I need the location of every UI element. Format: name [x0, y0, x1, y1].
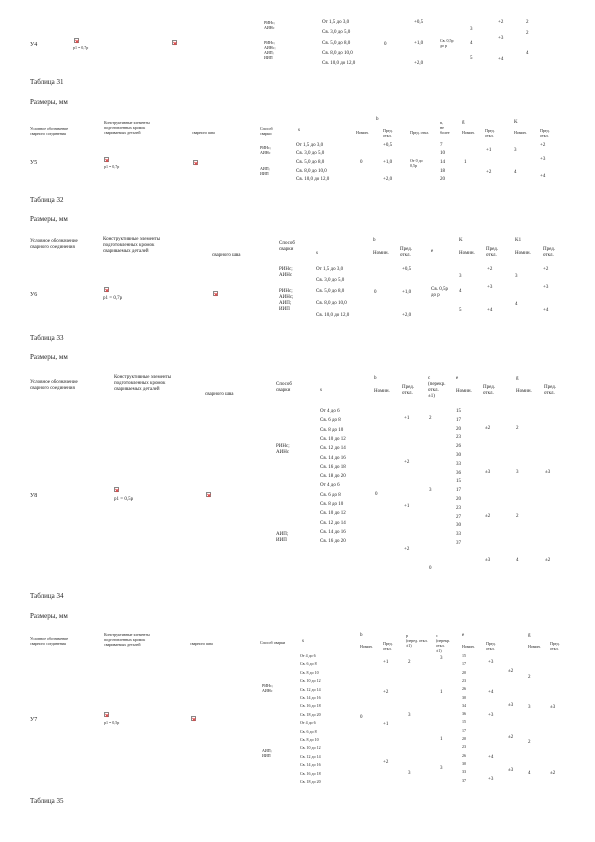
- t34-h-method: Способ сварки: [260, 640, 286, 645]
- t34-e-dev: +4: [488, 755, 494, 760]
- t33-h-edev: Пред. откл.: [483, 385, 496, 396]
- table-31-subtitle: Размеры, мм: [30, 98, 68, 106]
- t34-e: 34: [462, 702, 466, 708]
- t32-h-e: e: [431, 249, 434, 254]
- t33-row: Св. 8 до 10: [320, 502, 344, 507]
- t31-h-constr: Конструктивные элементы подготовленных кромок свариваемых деталей: [104, 120, 150, 135]
- t33-h-gnom: Номин.: [516, 389, 532, 394]
- t32-h-method: Способ сварки: [279, 241, 295, 252]
- t33-h-c: c (перекр. откл. ±1): [428, 376, 446, 399]
- t34-row: От 4 до 6: [300, 653, 316, 658]
- t33-e: 17: [456, 417, 461, 423]
- t32-k1-dev: +3: [543, 285, 549, 290]
- t31-g-dev: +1: [486, 148, 492, 153]
- t0-row: Св. 5,0 до 8,0: [322, 41, 351, 46]
- t33-b-dev: +2: [404, 460, 410, 465]
- t34-e: 23: [462, 677, 466, 683]
- t32-h-bdev: Пред. откл.: [400, 247, 413, 258]
- t33-pos: У8: [30, 493, 38, 499]
- t31-method-2: АИП; ИИП: [260, 166, 270, 176]
- t32-b-nom: 0: [374, 290, 377, 295]
- t32-h-cond: Условное обозначение сварного соединения: [30, 239, 78, 250]
- t34-p: 3: [408, 771, 411, 776]
- t31-n: 18: [440, 169, 445, 174]
- t33-e: 23: [456, 505, 461, 511]
- t31-b-dev: +1,0: [383, 160, 393, 165]
- t34-g: ±2: [508, 669, 514, 674]
- t0-pos: У4: [30, 42, 38, 48]
- t33-row: Св. 12 до 14: [320, 446, 346, 452]
- t0-b-dev: +1,0: [414, 41, 424, 46]
- t33-e: 17: [456, 488, 461, 494]
- t33-e-dev: ±2: [485, 514, 491, 519]
- t34-gnom: 2: [528, 740, 531, 745]
- t33-row: Св. 16 до 20: [320, 539, 346, 545]
- t31-row: От 1,5 до 3,0: [296, 143, 324, 148]
- t34-c: 3: [440, 656, 443, 661]
- t31-n: 7: [440, 143, 443, 148]
- t32-k-dev: +4: [487, 308, 493, 313]
- t33-h-bnom: Номин.: [374, 389, 390, 394]
- t33-h-enom: Номин.: [456, 389, 472, 394]
- t32-k: 5: [459, 308, 462, 313]
- table-34-subtitle: Размеры, мм: [30, 612, 68, 620]
- t0-b-nom: 0: [384, 42, 387, 47]
- t34-gnom: 3: [528, 705, 531, 710]
- t0-row: Св. 10,0 до 12,0: [322, 61, 356, 66]
- t34-e: 20: [462, 736, 466, 741]
- t31-h-kdev: Пред. откл.: [540, 128, 550, 138]
- t31-h-k: K: [514, 120, 518, 125]
- t33-e: 37: [456, 541, 461, 546]
- t33-g: 4: [516, 558, 519, 563]
- t33-g-dev: ±3: [545, 470, 551, 475]
- t31-k: 4: [514, 170, 517, 175]
- t34-row: Св. 6 до 8: [300, 661, 317, 667]
- t33-e: 30: [456, 523, 461, 529]
- t0-g: 3: [470, 27, 473, 32]
- table-34-title: Таблица 34: [30, 592, 64, 600]
- t34-e: 26: [462, 752, 466, 758]
- t33-h-constr: Конструктивные элементы подготовленных кромок свариваемых деталей: [114, 375, 172, 392]
- table-32-title: Таблица 32: [30, 196, 64, 204]
- t33-row: Св. 10 до 12: [320, 436, 346, 442]
- t34-h-e: e: [462, 633, 465, 638]
- t33-e: 15: [456, 409, 461, 414]
- t33-h-g: g: [516, 376, 519, 381]
- t33-e: 20: [456, 426, 461, 432]
- t34-h-cond: Условное обозначение сварного соединения: [30, 636, 69, 646]
- t32-h-constr: Конструктивные элементы подготовленных кромок свариваемых деталей: [103, 237, 161, 254]
- t32-b-dev: +2,0: [402, 313, 412, 318]
- t34-e: 30: [462, 694, 466, 700]
- t33-c: 2: [429, 416, 432, 421]
- t33-e: 26: [456, 444, 461, 450]
- t31-row: Св. 8,0 до 10,0: [296, 169, 327, 174]
- t34-row: Св. 16 до 18: [300, 703, 321, 709]
- t34-h-g: g: [528, 633, 531, 638]
- t0-method-1: РИНс; АИНс: [264, 20, 275, 30]
- t32-h-k1nom: Номин.: [515, 251, 531, 256]
- t34-e: 15: [462, 719, 466, 725]
- t32-h-knom: Номин.: [459, 251, 475, 256]
- t33-e: 33: [456, 532, 461, 538]
- t31-g: 1: [464, 160, 467, 165]
- t34-gdev: ±2: [550, 771, 556, 776]
- image-placeholder-icon: [104, 157, 109, 162]
- t31-method-1: РИНс; АИНс: [260, 145, 271, 155]
- t33-e-dev: ±3: [485, 558, 491, 563]
- t0-k-dev: +4: [498, 57, 504, 62]
- t33-g: 2: [516, 426, 519, 431]
- t34-g: ±3: [508, 703, 514, 708]
- t34-e: 17: [462, 661, 466, 667]
- image-placeholder-icon: [114, 487, 119, 492]
- t31-h-nom: Номин.: [356, 130, 369, 135]
- t31-h-n2: n, не более: [440, 120, 450, 135]
- t34-row: Св. 14 до 16: [300, 695, 321, 700]
- t32-b-dev: +0,5: [402, 267, 412, 272]
- t32-h-bnom: Номин.: [373, 251, 389, 256]
- table-32-subtitle: Размеры, мм: [30, 215, 68, 223]
- t31-g-dev: +2: [486, 170, 492, 175]
- t0-k: 4: [526, 51, 529, 56]
- image-placeholder-icon: [193, 160, 198, 165]
- t34-h-enom: Номин.: [462, 644, 475, 649]
- image-placeholder-icon: [206, 492, 211, 497]
- t32-h-kdev: Пред. откл.: [486, 247, 499, 258]
- t31-h-method: Способ сварки: [260, 126, 273, 136]
- t34-h-c: c (перекр. откл. ±1): [436, 633, 450, 653]
- t0-k: 2: [526, 31, 529, 36]
- t31-row: Св. 3,0 до 5,0: [296, 151, 325, 156]
- t31-h-g: g: [462, 120, 465, 125]
- t32-k1-dev: +2: [543, 267, 549, 272]
- t34-row: Св. 8 до 10: [300, 737, 319, 742]
- t0-method-2: РИНс; АИНс; АИП; ИИП: [264, 40, 276, 60]
- t33-row: От 4 до 6: [320, 409, 340, 414]
- table-33-title: Таблица 33: [30, 334, 64, 342]
- t0-k: 2: [526, 20, 529, 25]
- t31-k-dev: +3: [540, 157, 546, 162]
- t34-c: 1: [440, 690, 443, 695]
- t34-e: 36: [462, 711, 466, 717]
- t33-h-s: s: [320, 388, 322, 393]
- t0-formula: p1 = 0,7p: [73, 45, 89, 50]
- t32-k-dev: +2: [487, 267, 493, 272]
- t0-k-dev: +2: [498, 20, 504, 25]
- t33-row: Св. 18 до 20: [320, 474, 346, 480]
- t32-formula: p1 = 0,7p: [103, 296, 123, 301]
- t34-row: Св. 18 до 20: [300, 779, 321, 784]
- t32-k: 4: [459, 289, 462, 294]
- t33-e-dev: ±3: [485, 470, 491, 475]
- t32-h-seam: сварного шва: [212, 253, 241, 258]
- t32-method-1: РИНс; АИНс: [279, 267, 293, 278]
- t33-row: От 4 до 6: [320, 483, 340, 489]
- t31-k: 3: [514, 148, 517, 153]
- t31-n: 10: [440, 151, 445, 156]
- t32-k1: 4: [515, 302, 518, 307]
- t33-e: 23: [456, 435, 461, 441]
- t33-b-dev: +1: [404, 504, 410, 509]
- t31-h-cond: Условное обозначение сварного соединения: [30, 126, 69, 136]
- t31-k-dev: +4: [540, 174, 546, 179]
- t33-h-e: e: [456, 376, 459, 381]
- t34-row: Св. 16 до 18: [300, 770, 321, 776]
- t33-e: 20: [456, 497, 461, 502]
- t33-h-b: b: [374, 376, 377, 381]
- table-33-subtitle: Размеры, мм: [30, 353, 68, 361]
- t33-method-2: АИП; ИИП: [276, 532, 289, 543]
- t33-row: Св. 6 до 8: [320, 418, 341, 424]
- image-placeholder-icon: [104, 712, 109, 717]
- t34-e: 37: [462, 777, 466, 783]
- t34-e: 33: [462, 769, 466, 775]
- t34-pos: У7: [30, 717, 38, 723]
- t32-k1-dev: +4: [543, 308, 549, 313]
- t34-h-p: p (перед. откл. ±1): [406, 633, 428, 648]
- t33-h-method: Способ сварки: [276, 382, 292, 393]
- t33-row: Св. 10 до 12: [320, 511, 346, 517]
- t31-pos: У5: [30, 160, 38, 166]
- t31-row: Св. 10,0 до 12,0: [296, 177, 330, 182]
- t34-p: 3: [408, 713, 411, 718]
- t33-e-dev: ±2: [485, 426, 491, 431]
- t31-h-gnom: Номин.: [462, 130, 475, 135]
- t34-row: Св. 12 до 14: [300, 686, 321, 692]
- t34-b-dev: +2: [383, 760, 389, 765]
- t31-h-b: b: [376, 117, 379, 122]
- t33-h-cond: Условное обозначение сварного соединения: [30, 380, 78, 391]
- t34-h-bnom: Номин.: [360, 644, 373, 649]
- t33-formula: p1 = 0,5p: [114, 497, 134, 502]
- t33-e: 15: [456, 479, 461, 485]
- t34-b-dev: +2: [383, 690, 389, 695]
- t34-row: Св. 14 до 16: [300, 762, 321, 768]
- t34-e: 17: [462, 727, 466, 733]
- t0-row: Св. 8,0 до 10,0: [322, 51, 353, 56]
- table-35-title: Таблица 35: [30, 797, 64, 805]
- t31-formula: p1 = 0,7p: [104, 164, 120, 169]
- t33-c: 0: [429, 566, 432, 571]
- t34-e: 26: [462, 686, 466, 692]
- t31-n: 20: [440, 177, 445, 182]
- t34-c: 3: [440, 766, 443, 771]
- t31-b-dev: +2,0: [383, 177, 393, 182]
- t33-g-dev: ±2: [545, 558, 551, 563]
- t34-method-1: РИНс; АИНс: [262, 683, 273, 693]
- t34-row: Св. 8 до 10: [300, 669, 319, 675]
- t34-b-nom: 0: [360, 715, 363, 720]
- t33-b-dev: +1: [404, 416, 410, 421]
- t0-g: 4: [470, 41, 473, 46]
- t34-h-gdev: Пред. откл.: [550, 641, 560, 651]
- t33-h-seam: сварного шва: [205, 392, 234, 397]
- t33-g: 3: [516, 470, 519, 475]
- t33-c: 3: [429, 488, 432, 493]
- t0-b-dev: +0,5: [414, 20, 424, 25]
- t33-row: Св. 16 до 18: [320, 464, 346, 470]
- t33-b-dev: +2: [404, 547, 410, 552]
- t33-g: 2: [516, 514, 519, 519]
- t33-e: 27: [456, 514, 461, 520]
- t33-row: Св. 14 до 16: [320, 529, 346, 535]
- t34-h-gnom: Номин.: [528, 644, 541, 649]
- t31-h-seam: сварного шва: [192, 130, 215, 135]
- t31-b-nom: 0: [360, 160, 363, 165]
- image-placeholder-icon: [213, 291, 218, 296]
- table-31-title: Таблица 31: [30, 78, 64, 86]
- t31-h-n: Пред. откл.: [410, 130, 430, 135]
- t34-gnom: 4: [528, 771, 531, 776]
- t0-g: 5: [470, 56, 473, 61]
- t34-h-seam: сварного шва: [190, 641, 213, 646]
- t32-row: Св. 3,0 до 5,0: [316, 278, 345, 283]
- t34-h-bdev: Пред. откл.: [383, 641, 393, 651]
- t34-gdev: ±3: [550, 705, 556, 710]
- image-placeholder-icon: [191, 716, 196, 721]
- t32-b-dev: +1,0: [402, 290, 412, 295]
- t34-row: Св. 10 до 12: [300, 745, 321, 751]
- t33-row: Св. 6 до 8: [320, 492, 341, 498]
- t34-e-dev: +3: [488, 713, 494, 718]
- t31-h-knom: Номин.: [514, 130, 527, 135]
- t32-k-dev: +3: [487, 285, 493, 290]
- t34-e-dev: +3: [488, 660, 494, 665]
- t33-e: 30: [456, 453, 461, 458]
- t34-g: ±2: [508, 735, 514, 740]
- t34-g: ±3: [508, 768, 514, 773]
- t34-e: 23: [462, 744, 466, 750]
- t33-row: Св. 12 до 14: [320, 520, 346, 526]
- t33-row: Св. 14 до 16: [320, 455, 346, 461]
- t0-row: Св. 3,0 до 5,0: [322, 30, 351, 35]
- t34-row: От 4 до 6: [300, 720, 316, 726]
- t34-e-dev: +3: [488, 777, 494, 782]
- t34-h-s: s: [302, 639, 304, 644]
- t33-method-1: РИНс; АИНс: [276, 444, 290, 455]
- t34-h-constr: Конструктивные элементы подготовленных кромок свариваемых деталей: [104, 632, 150, 647]
- t32-method-2: РИНс; АИНс; АИП; ИИП: [279, 289, 294, 312]
- t32-k: 3: [459, 274, 462, 279]
- t34-gnom: 2: [528, 675, 531, 680]
- t34-p: 2: [408, 660, 411, 665]
- t0-b-dev: +2,0: [414, 61, 424, 66]
- t33-row: Св. 8 до 10: [320, 427, 344, 433]
- t33-h-gdev: Пред. откл.: [544, 385, 557, 396]
- t32-e: Св. 0,5р до р: [431, 287, 448, 298]
- t33-b-nom: 0: [375, 492, 378, 497]
- t31-e: От 0 до 0,5р: [410, 158, 423, 168]
- t34-e: 20: [462, 669, 466, 675]
- t0-row: От 1,5 до 3,0: [322, 20, 350, 25]
- t32-row: Св. 8,0 до 10,0: [316, 301, 347, 306]
- t32-h-k1: K1: [515, 238, 522, 243]
- t34-method-2: АИП; ИИП: [262, 748, 272, 758]
- t32-pos: У6: [30, 292, 38, 298]
- t31-n: 14: [440, 160, 445, 165]
- t31-row: Св. 5,0 до 8,0: [296, 160, 325, 165]
- t32-h-b: b: [373, 238, 376, 243]
- t33-e: 36: [456, 470, 461, 476]
- t33-h-bdev: Пред. откл.: [402, 385, 415, 396]
- t34-h-edev: Пред. откл.: [486, 641, 496, 651]
- image-placeholder-icon: [172, 40, 177, 45]
- t34-row: Св. 10 до 12: [300, 678, 321, 684]
- t31-k-dev: +2: [540, 143, 546, 148]
- t0-k-dev: +3: [498, 36, 504, 41]
- t31-h-s: s: [298, 128, 300, 133]
- t32-h-s: s: [316, 251, 318, 256]
- t0-e: Св. 0,5р до р: [440, 38, 454, 48]
- image-placeholder-icon: [74, 38, 79, 43]
- t31-b-dev: +0,5: [383, 143, 393, 148]
- t34-e: 15: [462, 653, 466, 658]
- t34-row: Св. 6 до 8: [300, 728, 317, 734]
- t32-row: От 1,5 до 3,0: [316, 267, 344, 272]
- t34-formula: p1 = 0,5p: [104, 720, 120, 725]
- t34-b-dev: +1: [383, 660, 389, 665]
- t32-h-k1dev: Пред. откл.: [543, 247, 556, 258]
- t34-e: 30: [462, 760, 466, 766]
- t34-b-dev: +1: [383, 722, 389, 727]
- t34-row: Св. 12 до 14: [300, 753, 321, 759]
- t32-row: Св. 5,0 до 8,0: [316, 289, 345, 294]
- t34-e-dev: +4: [488, 690, 494, 695]
- t34-c: 1: [440, 737, 443, 742]
- t31-h-gdev: Пред. откл.: [485, 128, 495, 138]
- t34-row: Св. 18 до 20: [300, 711, 321, 717]
- image-placeholder-icon: [104, 287, 109, 292]
- t33-e: 33: [456, 461, 461, 467]
- t32-k1: 3: [515, 274, 518, 279]
- t34-h-b: b: [360, 633, 363, 638]
- t31-h-dev: Пред. откл.: [383, 128, 393, 138]
- t32-h-k: K: [459, 238, 463, 243]
- t32-row: Св. 10,0 до 12,0: [316, 313, 350, 318]
